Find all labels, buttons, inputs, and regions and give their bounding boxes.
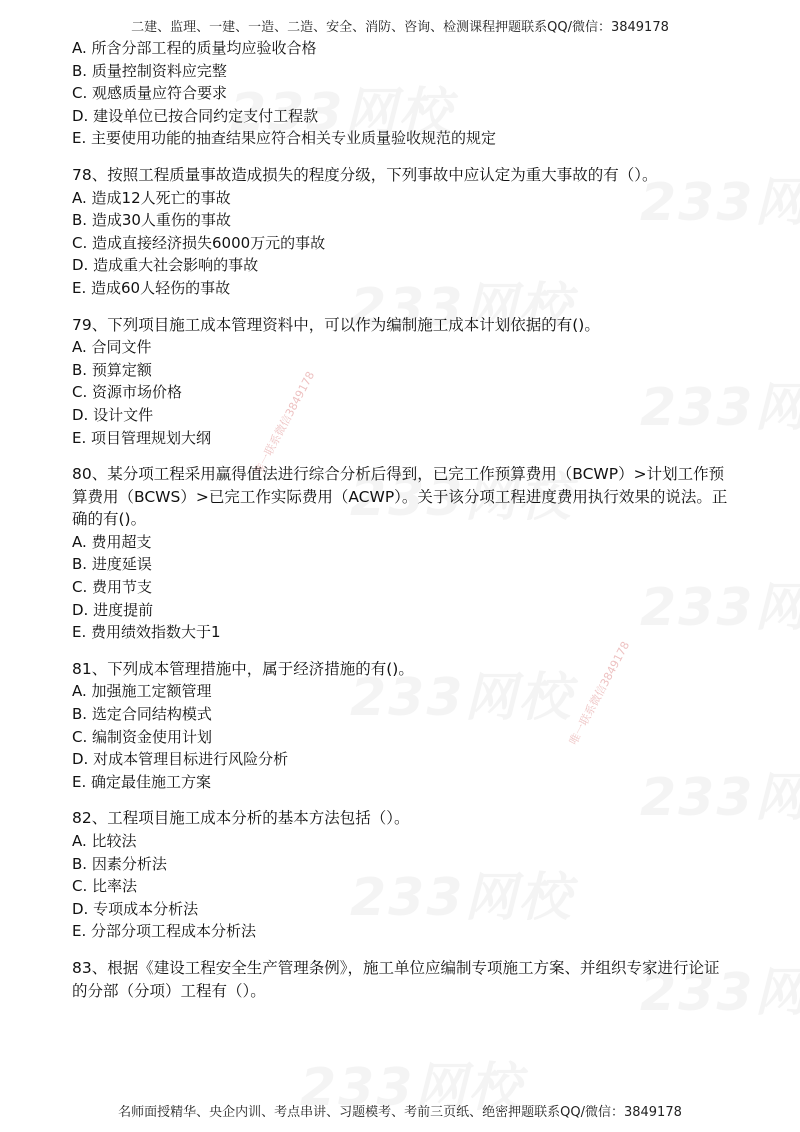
previous-question-options [72, 37, 732, 150]
option-item: B. 进度延误 [72, 555, 152, 574]
question-81 [72, 658, 732, 794]
option-item: B. 选定合同结构模式 [72, 705, 212, 724]
option-item: A. 费用超支 [72, 532, 152, 551]
option-item: E. 主要使用功能的抽查结果应符合相关专业质量验收规范的规定 [72, 129, 497, 148]
option-item: D. 专项成本分析法 [72, 899, 199, 918]
option-item: D. 造成重大社会影响的事故 [72, 256, 259, 275]
watermark-contact: 唯一联系微信3849178 [566, 639, 633, 748]
option-item: A. 合同文件 [72, 338, 152, 357]
question-text: 82、工程项目施工成本分析的基本方法包括（）。 [72, 809, 410, 828]
document-body [72, 37, 732, 1002]
question-78 [72, 164, 732, 300]
question-text: 81、下列成本管理措施中，属于经济措施的有()。 [72, 659, 414, 678]
option-item: B. 预算定额 [72, 360, 152, 379]
option-item: D. 进度提前 [72, 600, 154, 619]
watermark-contact: 唯一联系微信3849178 [251, 369, 318, 478]
option-item: E. 确定最佳施工方案 [72, 772, 212, 791]
option-item: A. 造成12人死亡的事故 [72, 188, 231, 207]
option-item: A. 所含分部工程的质量均应验收合格 [72, 39, 317, 57]
option-item: E. 造成60人轻伤的事故 [72, 278, 231, 297]
page-header: 二建、监理、一建、一造、二造、安全、消防、咨询、检测课程押题联系QQ/微信：3849178 [131, 20, 669, 35]
option-item: C. 编制资金使用计划 [72, 727, 213, 746]
question-79 [72, 314, 732, 450]
option-item: D. 对成本管理目标进行风险分析 [72, 750, 289, 769]
option-item: B. 造成30人重伤的事故 [72, 211, 231, 230]
question-text: 78、按照工程质量事故造成损失的程度分级，下列事故中应认定为重大事故的有（）。 [72, 165, 658, 184]
option-item: E. 费用绩效指数大于1 [72, 623, 221, 642]
question-83 [72, 957, 732, 1002]
option-item: C. 比率法 [72, 877, 138, 896]
option-item: B. 质量控制资料应完整 [72, 61, 227, 80]
option-item: A. 加强施工定额管理 [72, 682, 212, 701]
question-text: 79、下列项目施工成本管理资料中，可以作为编制施工成本计划依据的有()。 [72, 315, 600, 334]
question-text: 83、根据《建设工程安全生产管理条例》，施工单位应编制专项施工方案、并组织专家进行论证的分部（分项）工程有（）。 [72, 958, 720, 1000]
question-text: 80、某分项工程采用赢得值法进行综合分析后得到，已完工作预算费用（BCWP）>计划工作预算费用（BCWS）>已完工作实际费用（ACWP）。关于该分项工程进度费用执行效果的说法。正确的有()。 [72, 465, 728, 529]
option-item: D. 建设单位已按合同约定支付工程款 [72, 106, 319, 125]
option-item: C. 资源市场价格 [72, 383, 183, 402]
option-item: A. 比较法 [72, 832, 137, 850]
option-item: E. 项目管理规划大纲 [72, 428, 212, 447]
question-82 [72, 807, 732, 943]
option-item: C. 费用节支 [72, 578, 153, 597]
page-footer: 名师面授精华、央企内训、考点串讲、习题模考、考前三页纸、绝密押题联系QQ/微信：3849178 [118, 1105, 682, 1120]
option-item: C. 观感质量应符合要求 [72, 84, 228, 103]
option-item: E. 分部分项工程成本分析法 [72, 922, 257, 941]
question-80 [72, 463, 732, 644]
option-item: B. 因素分析法 [72, 854, 167, 873]
option-item: D. 设计文件 [72, 405, 154, 424]
option-item: C. 造成直接经济损失6000万元的事故 [72, 233, 326, 252]
